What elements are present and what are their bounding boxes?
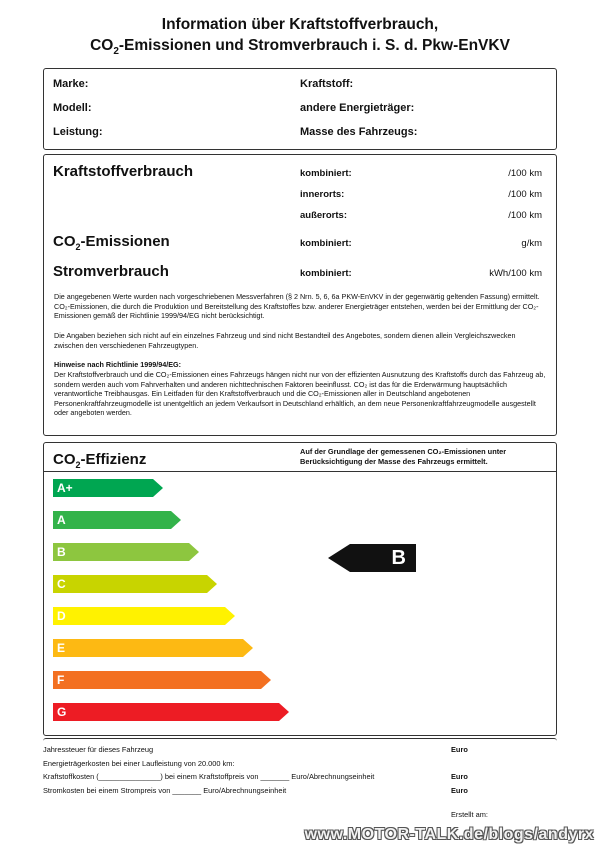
efficiency-class-e xyxy=(53,639,253,657)
consumption-box xyxy=(43,154,557,436)
arrow-tip-icon xyxy=(189,543,199,561)
model-label: Modell: xyxy=(53,102,92,114)
tax-euro: Euro xyxy=(451,745,468,754)
efficiency-class-a-plus xyxy=(53,479,163,497)
other-energy-label: andere Energieträger: xyxy=(300,102,415,114)
efficiency-class-label: B xyxy=(53,543,189,561)
title-co-sub: 2 xyxy=(113,46,119,58)
vehicle-data-box xyxy=(43,68,557,150)
label-title xyxy=(0,14,600,62)
title-rest: -Emissionen und Stromverbrauch i. S. d. Pkw-EnVKV xyxy=(118,37,510,54)
co2-combined-label: kombiniert: xyxy=(300,238,352,249)
efficiency-class-label: A+ xyxy=(53,479,153,497)
fuel-extra-urban-unit: /100 km xyxy=(508,210,542,221)
power-costs-label: Stromkosten bei einem Strompreis von _______ Euro/Abrechnungseinheit xyxy=(43,786,287,795)
co2-emissions-heading xyxy=(53,233,170,252)
efficiency-box xyxy=(43,442,557,736)
arrow-tip-icon xyxy=(153,479,163,497)
power-label: Leistung: xyxy=(53,126,103,138)
arrow-tip-icon xyxy=(243,639,253,657)
efficiency-class-label: G xyxy=(53,703,279,721)
watermark: www.MOTOR-TALK.de/blogs/andyrx xyxy=(304,826,594,843)
hint-heading: Hinweise nach Richtlinie 1999/94/EG: xyxy=(54,360,182,369)
fuel-label: Kraftstoff: xyxy=(300,78,354,90)
cost-footer xyxy=(43,738,557,824)
efficiency-note-1: Auf der Grundlage der gemessenen CO₂-Emissionen unter xyxy=(300,447,507,456)
fuel-extra-urban-label: außerorts: xyxy=(300,210,347,221)
power-combined-label: kombiniert: xyxy=(300,268,352,279)
arrow-tip-icon xyxy=(207,575,217,593)
arrow-tip-icon xyxy=(261,671,271,689)
make-label: Marke: xyxy=(53,78,89,90)
info-paragraph-2: Die Angaben beziehen sich nicht auf ein einzelnes Fahrzeug und sind nicht Bestandteil des Angebotes, sondern dienen allein Vergleichszwecken zwischen den verschiedenen Fahrzeugtypen. xyxy=(54,331,516,350)
power-consumption-heading: Stromverbrauch xyxy=(53,263,169,280)
efficiency-heading-co: CO xyxy=(53,451,76,468)
fuel-urban-label: innerorts: xyxy=(300,189,345,200)
co2-heading-co: CO xyxy=(53,233,76,250)
energy-costs-label: Energieträgerkosten bei einer Laufleistung von 20.000 km: xyxy=(43,759,235,768)
efficiency-class-label: D xyxy=(53,607,225,625)
fuel-costs-label: Kraftstoffkosten (_______________) bei einem Kraftstoffpreis von _______ Euro/Abrechnungseinheit xyxy=(43,772,375,781)
efficiency-class-a xyxy=(53,511,181,529)
power-unit: kWh/100 km xyxy=(489,268,542,279)
efficiency-divider xyxy=(44,471,556,472)
arrow-tip-icon xyxy=(171,511,181,529)
efficiency-class-d xyxy=(53,607,235,625)
efficiency-heading xyxy=(53,451,146,470)
title-line2 xyxy=(0,35,600,62)
efficiency-heading-sub: 2 xyxy=(75,460,81,470)
co2-heading-rest: -Emissionen xyxy=(80,233,170,250)
efficiency-class-label: A xyxy=(53,511,171,529)
efficiency-class-label: F xyxy=(53,671,261,689)
title-co: CO xyxy=(90,37,114,54)
title-line1: Information über Kraftstoffverbrauch, xyxy=(161,16,439,33)
efficiency-class-f xyxy=(53,671,271,689)
fuel-combined-unit: /100 km xyxy=(508,168,542,179)
efficiency-heading-rest: -Effizienz xyxy=(80,451,147,468)
arrow-tip-icon xyxy=(279,703,289,721)
selected-class-marker xyxy=(328,544,416,572)
selected-class-label: B xyxy=(350,544,416,572)
marker-arrow-icon xyxy=(328,544,350,572)
info-paragraph-3: Der Kraftstoffverbrauch und die CO₂-Emissionen eines Fahrzeugs hängen nicht nur von der effizienten Ausnutzung des Kraftstoffs durch das Fahrzeug ab, sondern werden auch vom Fahrverhalten und anderen nichttechnischen Faktoren beeinflusst. CO₂ ist das für die Erderwärmung hauptsächlich verantwortliche Treibhausgas. Ein Leitfaden für den Kraftstoffverbrauch und die CO₂-Emissionen aller in Deutschland angebotenen Personenkraftfahrzeugmodelle ist unentgeltlich an jedem Verkaufsort in Deutschland erhältlich, an dem neue Personenkraftfahrzeugmodelle ausgestellt oder angeboten werden. xyxy=(54,370,546,418)
arrow-tip-icon xyxy=(225,607,235,625)
efficiency-class-label: E xyxy=(53,639,243,657)
info-paragraph-1: Die angegebenen Werte wurden nach vorgeschriebenen Messverfahren (§ 2 Nrn. 5, 6, 6a PKW-EnVKV in der gegenwärtig geltenden Fassung) ermittelt. CO₂-Emissionen, die durch die Produktion und Bereitstellung des Kraftstoffes bzw. anderer Energieträger entstehen, werden bei der Ermittlung der CO₂-Emissionen gemäß der Richtlinie 1999/94/EG nicht berücksichtigt. xyxy=(54,292,540,321)
fuel-costs-euro: Euro xyxy=(451,772,468,781)
created-label: Erstellt am: xyxy=(451,810,488,819)
fuel-combined-label: kombiniert: xyxy=(300,168,352,179)
efficiency-class-label: C xyxy=(53,575,207,593)
power-costs-euro: Euro xyxy=(451,786,468,795)
efficiency-class-g xyxy=(53,703,289,721)
annual-tax-label: Jahressteuer für dieses Fahrzeug xyxy=(43,745,154,754)
efficiency-class-b xyxy=(53,543,199,561)
fuel-consumption-heading: Kraftstoffverbrauch xyxy=(53,163,194,180)
co2-unit: g/km xyxy=(521,238,542,249)
efficiency-note-2: Berücksichtigung der Masse des Fahrzeugs ermittelt. xyxy=(300,457,488,466)
efficiency-class-c xyxy=(53,575,217,593)
co2-heading-sub: 2 xyxy=(75,242,81,252)
fuel-urban-unit: /100 km xyxy=(508,189,542,200)
mass-label: Masse des Fahrzeugs: xyxy=(300,126,418,138)
